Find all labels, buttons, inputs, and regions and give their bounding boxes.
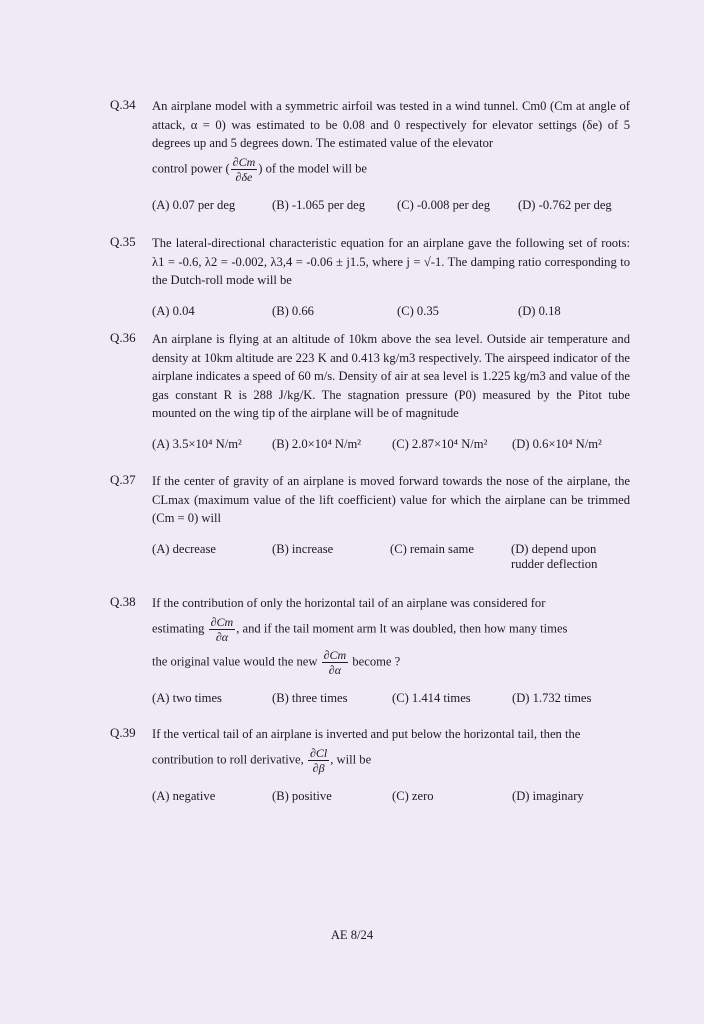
question-stem-line1: If the contribution of only the horizontal tail of an airplane was considered for	[152, 596, 546, 610]
question-stem: The lateral-directional characteristic equation for an airplane gave the following set of roots: λ1 = -0.6, λ2 = -0.002, λ3,4 = -0.06 ± j1.5, where j = √-1. The damping ratio corresponding to the Dutch-roll mode will be	[152, 236, 630, 287]
options-row	[152, 542, 630, 578]
option-a[interactable]: (A) 3.5×10⁴ N/m²	[152, 436, 242, 451]
question-number: Q.34	[110, 97, 136, 112]
question-stem: An airplane model with a symmetric airfoil was tested in a wind tunnel. Cm0 (Cm at angle of attack, α = 0) was estimated to be 0.08 and 0 respectively for elevator settings (δe) of 5 degrees up and 5 degrees down. The estimated value of the elevator	[152, 99, 630, 150]
fraction-denominator: ∂δe	[235, 169, 253, 184]
question-text	[152, 594, 630, 677]
option-d[interactable]: (D) 0.6×10⁴ N/m²	[512, 436, 602, 451]
fraction-denominator: ∂α	[215, 629, 229, 644]
question-text	[152, 330, 630, 423]
question-36	[110, 330, 630, 457]
option-b[interactable]: (B) three times	[272, 690, 348, 705]
fraction-numerator: ∂Cm	[232, 154, 256, 169]
option-b[interactable]: (B) -1.065 per deg	[272, 197, 366, 212]
question-stem: An airplane is flying at an altitude of 10km above the sea level. Outside air temperature and density at 10km altitude are 223 K and 0.413 kg/m3 respectively. The airspeed indicator of the airplane indicates a speed of 60 m/s. Density of air at sea level is 1.225 kg/m3 and value of the gas constant R is 288 J/kg/K. The stagnation pressure (P0) measured by the Pitot tube mounted on the wing tip of the airplane will be of magnitude	[152, 332, 630, 420]
stem-text: , and if the tail moment arm lt was doubled, then how many times	[236, 620, 568, 635]
page-footer: AE 8/24	[330, 928, 374, 942]
option-d[interactable]: (D) imaginary	[512, 788, 584, 803]
option-c[interactable]: (C) 2.87×10⁴ N/m²	[392, 436, 488, 451]
question-number: Q.36	[110, 330, 136, 345]
option-a[interactable]: (A) negative	[152, 788, 216, 803]
question-text	[152, 97, 630, 184]
fraction-denominator: ∂β	[312, 760, 325, 775]
question-text	[152, 725, 630, 775]
question-number: Q.35	[110, 234, 136, 249]
fraction-denominator: ∂α	[328, 662, 342, 677]
options-row	[152, 437, 630, 457]
derivative-fraction	[209, 615, 236, 644]
option-b[interactable]: (B) 2.0×10⁴ N/m²	[272, 436, 362, 451]
option-b[interactable]: (B) 0.66	[272, 303, 314, 318]
stem-text: ) of the model will be	[258, 160, 368, 175]
option-a[interactable]: (A) 0.07 per deg	[152, 197, 236, 212]
options-row	[152, 691, 630, 711]
stem-text: estimating	[152, 620, 205, 635]
question-38	[110, 594, 630, 711]
option-c[interactable]: (C) remain same	[390, 541, 474, 556]
question-stem-last-line	[152, 155, 630, 184]
stem-text: the original value would the new	[152, 653, 318, 668]
question-stem-line3	[152, 648, 630, 677]
question-number: Q.38	[110, 594, 136, 609]
option-d[interactable]: (D) 0.18	[518, 303, 561, 318]
option-a[interactable]: (A) 0.04	[152, 303, 195, 318]
question-39	[110, 725, 630, 809]
option-d[interactable]	[511, 542, 597, 572]
question-text	[152, 234, 630, 290]
option-a[interactable]: (A) decrease	[152, 541, 216, 556]
stem-text: become ?	[352, 653, 401, 668]
question-34	[110, 97, 630, 218]
question-number: Q.39	[110, 725, 136, 740]
derivative-fraction	[231, 155, 258, 184]
options-row	[152, 304, 630, 324]
option-b[interactable]: (B) positive	[272, 788, 332, 803]
option-c[interactable]: (C) -0.008 per deg	[397, 197, 491, 212]
stem-text: control power (	[152, 160, 230, 175]
option-c[interactable]: (C) 1.414 times	[392, 690, 471, 705]
fraction-numerator: ∂Cm	[323, 647, 347, 662]
question-stem: If the center of gravity of an airplane is moved forward towards the nose of the airplane, the CLmax (maximum value of the lift coefficient) value for which the airplane can be trimmed (Cm = 0) will	[152, 474, 630, 525]
question-stem-line2	[152, 615, 630, 644]
options-row	[152, 198, 630, 218]
option-d[interactable]: (D) -0.762 per deg	[518, 197, 612, 212]
options-row	[152, 789, 630, 809]
stem-text: , will be	[330, 751, 372, 766]
question-stem-line1: If the vertical tail of an airplane is inverted and put below the horizontal tail, then the	[152, 727, 581, 741]
stem-text: contribution to roll derivative,	[152, 751, 304, 766]
option-b[interactable]: (B) increase	[272, 541, 334, 556]
question-number: Q.37	[110, 472, 136, 487]
option-d[interactable]: (D) 1.732 times	[512, 690, 592, 705]
question-35	[110, 234, 630, 324]
fraction-numerator: ∂Cl	[309, 745, 328, 760]
option-d-line1: (D) depend upon	[511, 541, 597, 556]
question-37	[110, 472, 630, 578]
option-c[interactable]: (C) 0.35	[397, 303, 439, 318]
derivative-fraction	[308, 746, 329, 775]
fraction-numerator: ∂Cm	[210, 614, 234, 629]
derivative-fraction	[322, 648, 349, 677]
option-c[interactable]: (C) zero	[392, 788, 434, 803]
question-stem-line2	[152, 746, 630, 775]
option-a[interactable]: (A) two times	[152, 690, 222, 705]
question-text	[152, 472, 630, 528]
option-d-line2: rudder deflection	[511, 556, 598, 571]
